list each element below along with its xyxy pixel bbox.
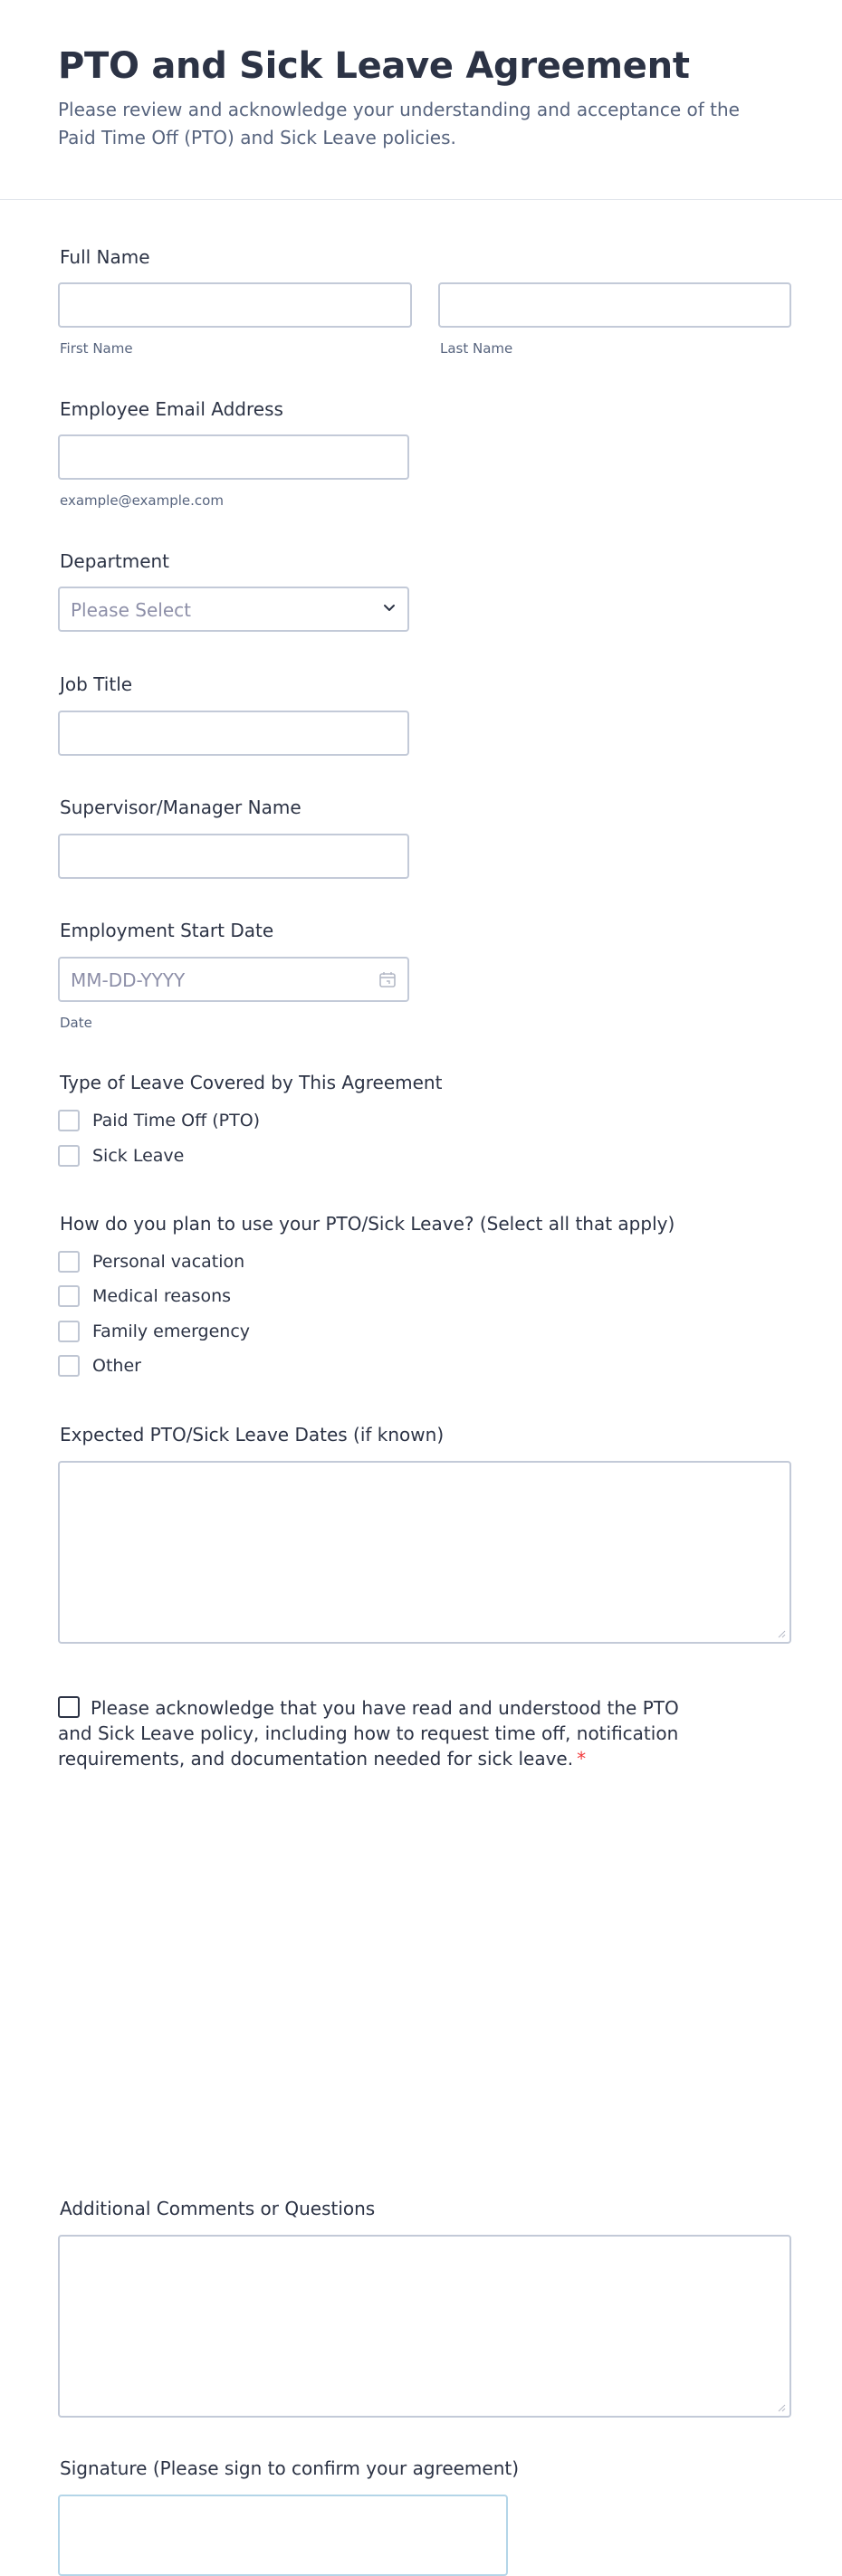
department-select[interactable] xyxy=(58,587,409,632)
checkbox[interactable] xyxy=(58,1285,80,1307)
acknowledgement-field[interactable] xyxy=(58,1695,692,1771)
start-date-input[interactable] xyxy=(58,957,409,1002)
start-date-placeholder: MM-DD-YYYY xyxy=(71,969,186,991)
form-subtitle: Please review and acknowledge your understanding and acceptance of the Paid Time Off (PTO) and Sick Leave policies. xyxy=(58,99,740,148)
checkbox[interactable] xyxy=(58,1321,80,1342)
checkbox[interactable] xyxy=(58,1251,80,1273)
checkbox[interactable] xyxy=(58,1145,80,1167)
comments-label: Additional Comments or Questions xyxy=(60,2198,376,2219)
option-label: Personal vacation xyxy=(92,1252,245,1272)
start-date-label: Employment Start Date xyxy=(60,920,274,941)
email-label: Employee Email Address xyxy=(60,398,283,420)
option-label: Other xyxy=(92,1356,141,1376)
option-label: Medical reasons xyxy=(92,1286,232,1306)
option-label: Family emergency xyxy=(92,1321,251,1341)
email-sublabel: example@example.com xyxy=(60,492,224,509)
form-header xyxy=(0,0,842,200)
department-placeholder: Please Select xyxy=(71,599,191,621)
option-label: Sick Leave xyxy=(92,1146,185,1166)
signature-pad[interactable] xyxy=(58,2495,508,2576)
acknowledgement-text: Please acknowledge that you have read and understood the PTO and Sick Leave policy, including how to request time off, notification requirements, and documentation needed for sick leave. xyxy=(58,1697,679,1770)
chevron-down-icon xyxy=(382,600,397,615)
last-name-input[interactable] xyxy=(438,282,791,328)
full-name-label: Full Name xyxy=(60,246,150,268)
supervisor-input[interactable] xyxy=(58,834,409,879)
checkbox[interactable] xyxy=(58,1355,80,1377)
comments-textarea[interactable] xyxy=(58,2235,791,2418)
job-title-input[interactable] xyxy=(58,711,409,756)
job-title-label: Job Title xyxy=(60,673,133,695)
first-name-input[interactable] xyxy=(58,282,412,328)
department-label: Department xyxy=(60,550,170,572)
expected-dates-textarea[interactable] xyxy=(58,1461,791,1644)
resize-grip-icon[interactable] xyxy=(777,1629,786,1638)
acknowledgement-checkbox[interactable] xyxy=(58,1696,80,1718)
signature-label: Signature (Please sign to confirm your agreement) xyxy=(60,2457,520,2479)
expected-dates-label: Expected PTO/Sick Leave Dates (if known) xyxy=(60,1424,445,1445)
resize-grip-icon[interactable] xyxy=(777,2403,786,2412)
email-input[interactable] xyxy=(58,434,409,480)
last-name-sublabel: Last Name xyxy=(440,340,513,357)
leave-type-label: Type of Leave Covered by This Agreement xyxy=(60,1072,443,1093)
usage-label: How do you plan to use your PTO/Sick Leave? (Select all that apply) xyxy=(60,1213,675,1235)
required-mark: * xyxy=(577,1748,587,1770)
supervisor-label: Supervisor/Manager Name xyxy=(60,797,301,818)
checkbox[interactable] xyxy=(58,1110,80,1131)
form-title: PTO and Sick Leave Agreement xyxy=(58,45,690,87)
first-name-sublabel: First Name xyxy=(60,340,133,357)
start-date-sublabel: Date xyxy=(60,1015,92,1031)
calendar-icon[interactable] xyxy=(378,970,397,988)
option-label: Paid Time Off (PTO) xyxy=(92,1111,261,1131)
